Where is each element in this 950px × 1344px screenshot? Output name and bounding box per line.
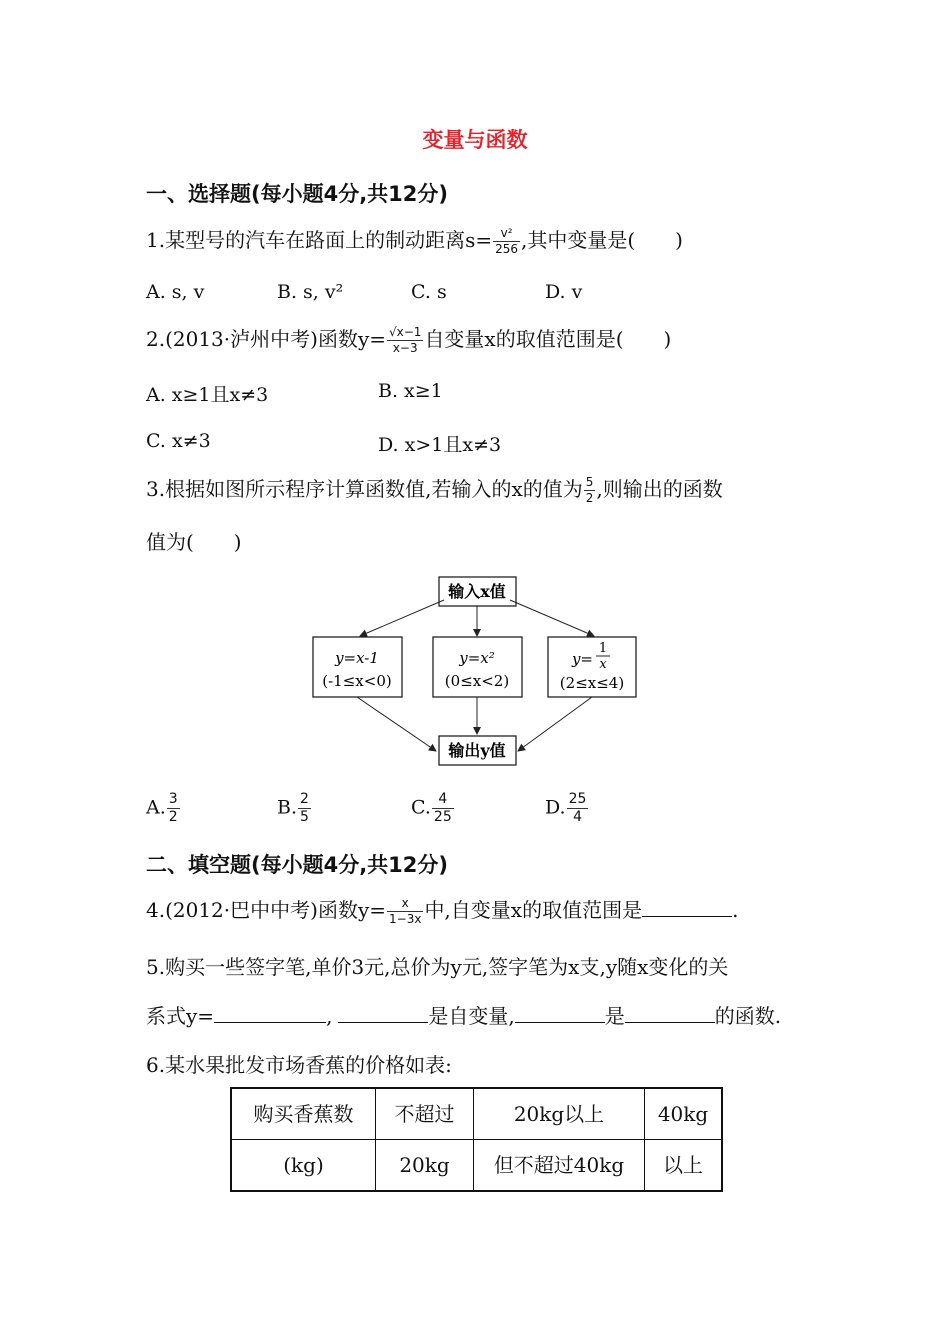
flow-arrow-merge-left bbox=[357, 697, 436, 751]
question-2-fraction bbox=[387, 326, 423, 355]
flow-arrow-left bbox=[360, 600, 444, 636]
flow-box-1-range: (-1≤x<0) bbox=[322, 672, 392, 690]
fraction-denominator: x−3 bbox=[392, 341, 418, 355]
q1-option-a: A. s, v bbox=[146, 281, 205, 303]
answer-blank-variable[interactable] bbox=[338, 1004, 428, 1023]
q1-option-c: C. s bbox=[411, 281, 447, 303]
answer-blank-relation[interactable] bbox=[214, 1004, 326, 1023]
q2-option-d: D. x>1且x≠3 bbox=[378, 434, 502, 456]
option-fraction: $\frac{4}{25}$ bbox=[433, 791, 452, 825]
flow-arrow-right bbox=[510, 600, 594, 636]
option-fraction: $\frac{2}{5}$ bbox=[300, 791, 309, 825]
question-1-text-end: ,其中变量是( ) bbox=[521, 228, 683, 252]
question-3-text: 3.根据如图所示程序计算函数值,若输入的x的值为 bbox=[146, 477, 583, 501]
q3-option-b: B. $\frac{2}{5}$ bbox=[277, 791, 309, 825]
question-4-text: 4.(2012·巴中中考)函数y= bbox=[146, 898, 386, 922]
question-3-fraction bbox=[584, 476, 596, 505]
question-6: 6.某水果批发市场香蕉的价格如表: bbox=[146, 1053, 452, 1077]
table-row bbox=[231, 1140, 722, 1192]
flowchart-diagram bbox=[300, 570, 650, 775]
question-3-text-end: ,则输出的函数 bbox=[596, 477, 723, 501]
table-row bbox=[231, 1088, 722, 1140]
table-cell: (kg) bbox=[231, 1140, 376, 1192]
fraction-numerator: √x−1 bbox=[389, 325, 422, 339]
question-3-line2: 值为( ) bbox=[146, 530, 242, 554]
flow-arrow-merge-right bbox=[518, 697, 592, 751]
q1-option-d: D. v bbox=[545, 281, 583, 303]
table-cell: 以上 bbox=[645, 1140, 723, 1192]
question-5-line1: 5.购买一些签字笔,单价3元,总价为y元,签字笔为x支,y随x变化的关 bbox=[146, 955, 729, 979]
flow-box-3-formula: y= bbox=[571, 650, 593, 668]
page-title: 变量与函数 bbox=[422, 128, 528, 152]
fraction-numerator: x bbox=[401, 896, 409, 910]
flow-box-2-range: (0≤x<2) bbox=[444, 672, 510, 690]
table-cell: 20kg bbox=[376, 1140, 474, 1192]
fraction-denominator: 2 bbox=[585, 491, 594, 505]
q2-option-b: B. x≥1 bbox=[378, 380, 443, 402]
q3-option-a: A. $\frac{3}{2}$ bbox=[146, 791, 178, 825]
fraction-denominator: 256 bbox=[495, 242, 519, 256]
question-2 bbox=[146, 323, 671, 355]
q3-option-c: C. $\frac{4}{25}$ bbox=[411, 791, 452, 825]
question-3 bbox=[146, 473, 723, 505]
option-fraction: $\frac{3}{2}$ bbox=[168, 791, 178, 825]
flow-output-label: 输出y值 bbox=[448, 741, 506, 760]
section-heading-choice: 一、选择题(每小题4分,共12分) bbox=[146, 182, 449, 206]
table-cell: 购买香蕉数 bbox=[231, 1088, 376, 1140]
q2-option-a: A. x≥1且x≠3 bbox=[146, 384, 269, 406]
table-cell: 但不超过40kg bbox=[474, 1140, 645, 1192]
question-4-text-end: 中,自变量x的取值范围是 bbox=[424, 898, 643, 922]
question-5-line2: 系式y= , 是自变量, 是 的函数. bbox=[146, 1004, 782, 1028]
q2-option-c: C. x≠3 bbox=[146, 430, 211, 452]
flow-box-3-range: (2≤x≤4) bbox=[559, 674, 625, 692]
flow-box-2-formula: y=x² bbox=[459, 649, 495, 667]
answer-blank-dependent[interactable] bbox=[515, 1004, 605, 1023]
question-1 bbox=[146, 224, 683, 256]
option-fraction: $\frac{25}{4}$ bbox=[568, 791, 587, 825]
question-2-text-end: 自变量x的取值范围是( ) bbox=[424, 327, 672, 351]
question-4-fraction bbox=[387, 897, 423, 926]
flow-box-1-formula: y=x-1 bbox=[335, 649, 379, 667]
answer-blank[interactable] bbox=[642, 898, 732, 917]
q1-option-b: B. s, v² bbox=[277, 281, 344, 303]
flow-box-3-denominator: x bbox=[599, 657, 607, 672]
question-1-text: 1.某型号的汽车在路面上的制动距离s= bbox=[146, 228, 493, 252]
question-4 bbox=[146, 894, 738, 926]
fraction-numerator: 5 bbox=[585, 475, 594, 489]
section-heading-fill: 二、填空题(每小题4分,共12分) bbox=[146, 853, 449, 877]
flow-box-3-numerator: 1 bbox=[598, 641, 608, 656]
table-cell: 20kg以上 bbox=[474, 1088, 645, 1140]
question-1-fraction bbox=[493, 227, 520, 256]
price-table bbox=[230, 1087, 723, 1192]
fraction-denominator: 1−3x bbox=[389, 912, 422, 926]
fraction-numerator: v² bbox=[500, 226, 513, 240]
flow-input-label: 输入x值 bbox=[448, 582, 506, 601]
table-cell: 40kg bbox=[645, 1088, 723, 1140]
question-2-text: 2.(2013·泸州中考)函数y= bbox=[146, 327, 386, 351]
question-4-period: . bbox=[732, 898, 739, 922]
q3-option-d: D. $\frac{25}{4}$ bbox=[545, 791, 587, 825]
table-cell: 不超过 bbox=[376, 1088, 474, 1140]
answer-blank-function-of[interactable] bbox=[625, 1004, 715, 1023]
